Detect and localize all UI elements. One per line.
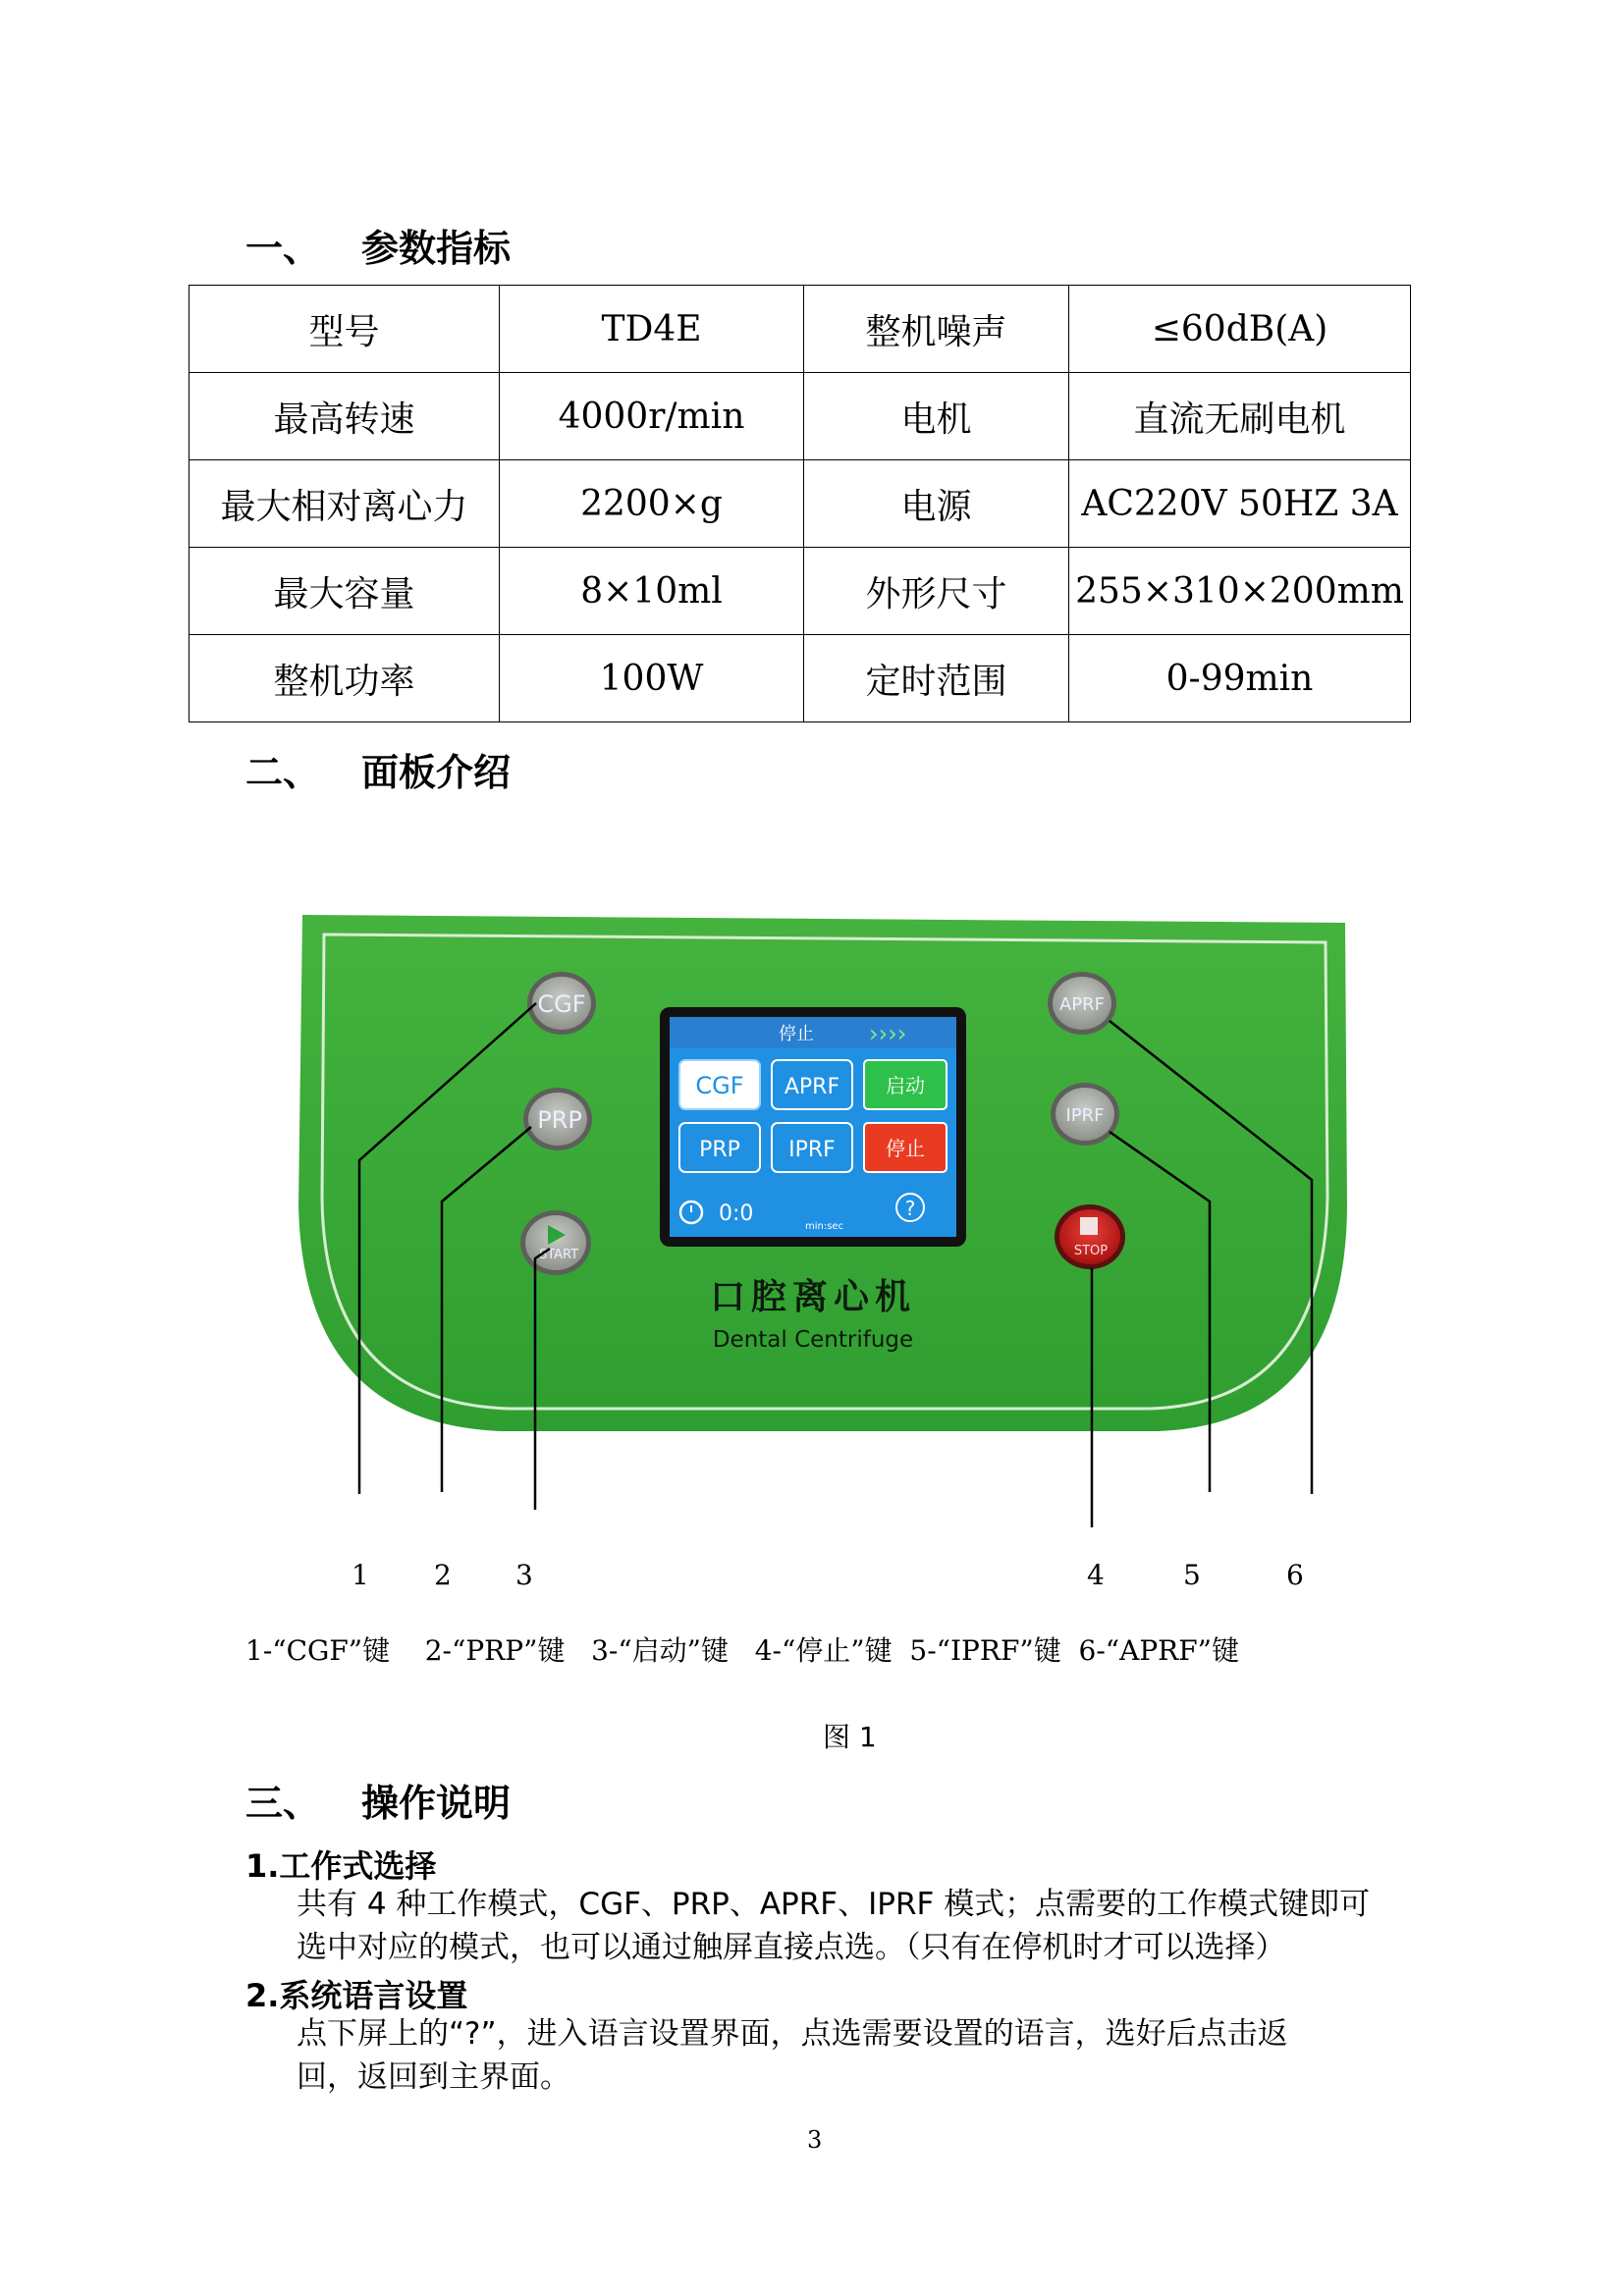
subsection-1-title: 1.工作式选择: [245, 1847, 437, 1885]
callout-number-4: 4: [1087, 1559, 1105, 1591]
table-cell: 最高转速: [189, 373, 500, 460]
table-cell: 4000r/min: [500, 373, 804, 460]
table-cell: 电源: [804, 460, 1069, 548]
section-1-number: 一、: [245, 227, 321, 270]
help-icon-label: ?: [904, 1197, 916, 1220]
section-2-number: 二、: [245, 751, 321, 794]
section-3-title: 操作说明: [361, 1782, 512, 1825]
table-cell: 外形尺寸: [804, 548, 1069, 635]
callout-number-1: 1: [352, 1559, 369, 1591]
subsection-2-title: 2.系统语言设置: [245, 1977, 468, 2014]
paragraph-line: 点下屏上的“?”，进入语言设置界面，点选需要设置的语言，选好后点击返: [297, 2016, 1288, 2052]
table-cell: 8×10ml: [500, 548, 804, 635]
table-cell: 定时范围: [804, 635, 1069, 722]
prp-button-label: PRP: [537, 1106, 582, 1134]
section-3-heading: [245, 1773, 511, 1827]
callout-line-3: [535, 1249, 550, 1510]
paragraph-line: 共有 4 种工作模式，CGF、PRP、APRF、IPRF 模式；点需要的工作模式键即可: [297, 1887, 1371, 1922]
table-cell: 整机功率: [189, 635, 500, 722]
table-cell: 整机噪声: [804, 286, 1069, 373]
callout-number-6: 6: [1286, 1559, 1304, 1591]
paragraph-line: 选中对应的模式，也可以通过触屏直接点选。（只有在停机时才可以选择）: [297, 1930, 1286, 1965]
table-cell: 0-99min: [1069, 635, 1411, 722]
screen-mode-iprf-label: IPRF: [788, 1138, 836, 1162]
subsection-1-body: [297, 1883, 1396, 1969]
callout-line-5: [1110, 1132, 1210, 1492]
screen-mode-cgf-label: CGF: [695, 1072, 744, 1099]
screen-stop-label: 停止: [886, 1137, 925, 1160]
section-3-number: 三、: [245, 1782, 321, 1825]
callout-line-1: [359, 1003, 536, 1494]
paragraph-line: 回，返回到主界面。: [297, 2059, 570, 2095]
callout-number-2: 2: [434, 1559, 452, 1591]
table-cell: 最大容量: [189, 548, 500, 635]
subsection-2-body: [297, 2012, 1396, 2099]
screen-mode-aprf-label: APRF: [784, 1075, 840, 1099]
table-cell: 直流无刷电机: [1069, 373, 1411, 460]
figure-caption: 图 1: [823, 1721, 877, 1753]
screen-start-label: 启动: [886, 1074, 925, 1097]
screen-arrows: ››››: [869, 1020, 907, 1047]
table-cell: 电机: [804, 373, 1069, 460]
page-number: 3: [807, 2126, 823, 2154]
table-cell: 最大相对离心力: [189, 460, 500, 548]
screen-timer-unit: min:sec: [805, 1221, 844, 1232]
callout-number-5: 5: [1183, 1559, 1201, 1591]
start-button-label: START: [538, 1248, 579, 1262]
table-cell: ≤60dB(A): [1069, 286, 1411, 373]
panel-title-en: Dental Centrifuge: [712, 1327, 914, 1353]
iprf-button-label: IPRF: [1065, 1105, 1105, 1126]
table-cell: AC220V 50HZ 3A: [1069, 460, 1411, 548]
callout-caption: 1-“CGF”键 2-“PRP”键 3-“启动”键 4-“停止”键 5-“IPRF”键 6-“APRF”键: [245, 1634, 1239, 1667]
table-cell: 型号: [189, 286, 500, 373]
panel-title-cn: 口腔离心机: [709, 1277, 917, 1317]
callout-line-2: [442, 1127, 531, 1492]
screen-timer: 0:0: [719, 1201, 754, 1226]
table-cell: 100W: [500, 635, 804, 722]
screen-mode-prp-label: PRP: [699, 1138, 740, 1162]
section-1-title: 参数指标: [361, 227, 512, 270]
callout-number-3: 3: [515, 1559, 533, 1591]
table-cell: TD4E: [500, 286, 804, 373]
screen-status: 停止: [779, 1024, 814, 1044]
stop-button-label: STOP: [1073, 1244, 1109, 1258]
table-cell: 255×310×200mm: [1069, 548, 1411, 635]
aprf-button-label: APRF: [1058, 994, 1106, 1015]
cgf-button-label: CGF: [537, 990, 586, 1018]
table-cell: 2200×g: [500, 460, 804, 548]
section-2-title: 面板介绍: [361, 751, 512, 794]
